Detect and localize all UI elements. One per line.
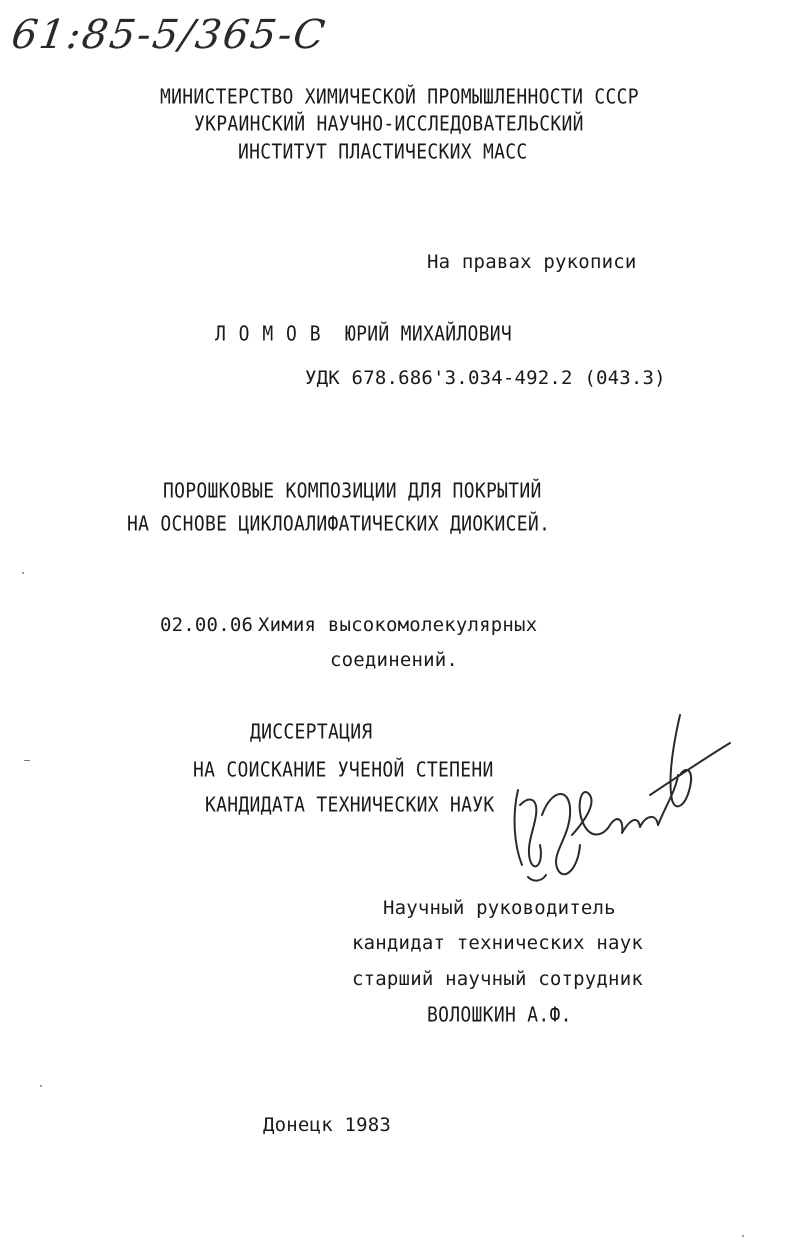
ministry-header: МИНИСТЕРСТВО ХИМИЧЕСКОЙ ПРОМЫШЛЕННОСТИ СССР [160, 85, 639, 110]
udc-code: УДК 678.686'3.034-492.2 (043.3) [305, 367, 666, 389]
scan-speck [22, 572, 24, 574]
manuscript-note: На правах рукописи [427, 251, 637, 273]
title-line2: НА ОСНОВЕ ЦИКЛОАЛИФАТИЧЕСКИХ ДИОКИСЕЙ. [127, 512, 551, 537]
archive-number: 61:85-5/365-С [8, 12, 330, 58]
author-given-names: ЮРИЙ МИХАЙЛОВИЧ [345, 322, 513, 347]
specialty-name-line2: соединений. [330, 649, 459, 671]
scan-speck [24, 760, 30, 761]
title-line1: ПОРОШКОВЫЕ КОМПОЗИЦИИ ДЛЯ ПОКРЫТИЙ [163, 479, 542, 504]
supervisor-name: ВОЛОШКИН А.Ф. [427, 1003, 572, 1028]
author-surname: Л О М О В [215, 322, 322, 347]
supervisor-degree: кандидат технических наук [352, 932, 643, 954]
supervisor-title: старший научный сотрудник [352, 968, 643, 990]
dissertation-label: ДИССЕРТАЦИЯ [250, 720, 373, 745]
scan-speck [40, 1085, 42, 1087]
supervisor-role: Научный руководитель [383, 897, 616, 919]
scan-speck [742, 1235, 744, 1237]
city-year: Донецк 1983 [263, 1114, 392, 1136]
institute-header-line2: ИНСТИТУТ ПЛАСТИЧЕСКИХ МАСС [238, 140, 528, 165]
specialty-code: 02.00.06 [160, 614, 254, 636]
specialty-name-line1: Химия высокомолекулярных [258, 614, 538, 636]
handwritten-signature-icon [500, 695, 740, 895]
degree-line1: НА СОИСКАНИЕ УЧЕНОЙ СТЕПЕНИ [193, 758, 494, 783]
institute-header-line1: УКРАИНСКИЙ НАУЧНО-ИССЛЕДОВАТЕЛЬСКИЙ [194, 112, 584, 137]
degree-line2: КАНДИДАТА ТЕХНИЧЕСКИХ НАУК [205, 793, 495, 818]
